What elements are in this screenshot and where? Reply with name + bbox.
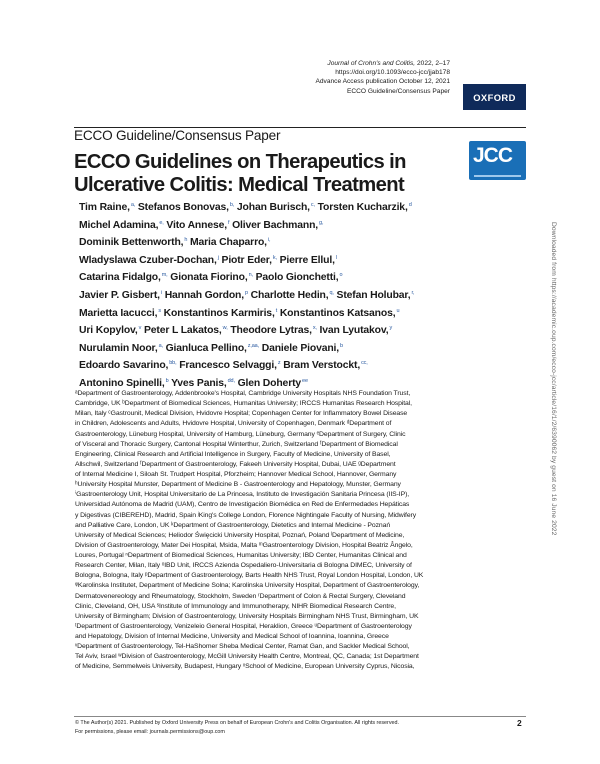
jcc-logo-stripe: [474, 175, 521, 177]
author-line: [79, 198, 469, 216]
affiliation-line: Bologna, Bologna, Italy ᵖDepartment of Gastroenterology, Barts Health NHS Trust, Royal London Hospital, London, UK: [75, 572, 424, 580]
affiliation-line: ⁱGastroenterology Unit, Hospital Universitario de La Princesa, Instituto de Investigación Sanitaria Princesa (IIS-IP),: [75, 491, 410, 499]
author-name[interactable]: Francesco Selvaggi,: [176, 360, 277, 372]
affiliation-line: Milan, Italy ᶜGastrounit, Medical Division, Hvidovre Hospital; Copenhagen Center for Inflammatory Bowel Disease: [75, 410, 408, 418]
author-affiliation-marker[interactable]: cc,: [361, 360, 368, 367]
author-name[interactable]: Gianluca Pellino,: [162, 342, 247, 354]
author-name[interactable]: Marietta Iacucci,: [79, 307, 158, 319]
affiliation-line: of Visceral and Thoracic Surgery, Cantonal Hospital Winterthur, Zurich, Switzerland ᶠDepartment of Biomedical: [75, 440, 398, 448]
section-label: ECCO Guideline/Consensus Paper: [74, 128, 281, 143]
author-name[interactable]: Nurulamin Noor,: [79, 342, 158, 354]
author-name[interactable]: Theodore Lytras,: [227, 325, 312, 337]
affiliation-line: Gastroenterology, Lüneburg Hospital, University of Hamburg, Lüneburg, Germany ᵉDepartment of Surgery, Clinic: [75, 430, 406, 438]
author-name[interactable]: Edoardo Savarino,: [79, 360, 169, 372]
author-name[interactable]: Hannah Gordon,: [161, 289, 244, 301]
author-affiliation-marker[interactable]: h: [184, 237, 188, 244]
author-affiliation-marker[interactable]: bb,: [169, 360, 177, 367]
download-watermark: Downloaded from https://academic.oup.com/ecco-jcc/article/16/1/2/6390062 by guest on 16 June 2022: [550, 222, 557, 536]
author-affiliation-marker[interactable]: j: [217, 254, 219, 261]
author-line: [79, 216, 469, 234]
article-title: ECCO Guidelines on Therapeutics in Ulcerative Colitis: Medical Treatment: [74, 151, 406, 196]
author-name[interactable]: Torsten Kucharzik,: [314, 202, 408, 213]
author-line: [79, 268, 469, 286]
author-affiliation-marker[interactable]: f: [227, 219, 230, 226]
author-name[interactable]: Johan Burisch,: [234, 202, 310, 213]
affiliation-line: and Palliative Care, London, UK ᵏDepartment of Gastroenterology, Dietetics and Internal Medicine - Poznań: [75, 521, 391, 529]
author-line: [79, 286, 469, 304]
author-affiliation-marker[interactable]: z: [277, 360, 281, 367]
journal-info: [210, 59, 450, 96]
author-line: [79, 339, 469, 357]
author-name[interactable]: Yves Panis,: [168, 377, 227, 389]
author-affiliation-marker[interactable]: m,: [161, 272, 168, 279]
affiliation-line: of Medicine, Semmelweis University, Budapest, Hungary ˣSchool of Medicine, European University Cyprus, Nicosia,: [75, 663, 415, 671]
footer-notice: [75, 719, 475, 736]
author-affiliation-marker[interactable]: e,: [159, 219, 164, 226]
author-affiliation-marker[interactable]: t: [275, 307, 278, 314]
affiliation-line: and Hepatology, Division of Internal Medicine, University and Medical School of Ioannina, Ioannina, Greece: [75, 633, 389, 640]
affiliation-line: University of Birmingham; Division of Gastroenterology, University Hospitals Birmingham NHS Trust, Birmingham, UK: [75, 612, 419, 620]
author-affiliation-marker[interactable]: w,: [222, 325, 228, 332]
author-name[interactable]: Paolo Gionchetti,: [252, 272, 339, 284]
author-name[interactable]: Vito Annese,: [163, 219, 227, 231]
author-affiliation-marker[interactable]: s: [158, 307, 161, 314]
affiliation-line: Dermatovenereology and Rheumatology, Stockholm, Sweden ʳDepartment of Colon & Rectal Surgery, Cleveland: [75, 592, 406, 600]
affiliations: [75, 389, 527, 673]
author-name[interactable]: Konstantinos Karmiris,: [160, 307, 275, 319]
author-name[interactable]: Antonino Spinelli,: [79, 377, 165, 389]
permissions-notice: For permissions, please email: journals.permissions@oup.com: [75, 728, 225, 735]
author-name[interactable]: Pierre Ellul,: [276, 254, 335, 266]
author-affiliation-marker[interactable]: v: [138, 325, 142, 332]
affiliation-line: Research Center, Milan, Italy ᵒIBD Unit, IRCCS Azienda Ospedaliero-Universitaria di Bologna DIMEC, University of: [75, 562, 412, 570]
author-affiliation-marker[interactable]: i: [160, 289, 162, 296]
author-line: [79, 233, 469, 251]
affiliation-line: ʰUniversity Hospital Munster, Department of Medicine B - Gastroenterology and Hepatology, Munster, Germany: [75, 481, 401, 489]
author-affiliation-marker[interactable]: b,: [229, 202, 235, 208]
author-name[interactable]: Bram Verstockt,: [280, 360, 361, 372]
affiliation-line: ᵃDepartment of Gastroenterology, Addenbrooke's Hospital, Cambridge University Hospitals NHS Foundation Trust,: [75, 390, 411, 397]
author-name[interactable]: Glen Doherty: [234, 377, 302, 389]
author-line: [79, 356, 469, 374]
author-affiliation-marker[interactable]: dd,: [227, 377, 235, 384]
author-name[interactable]: Piotr Eder,: [218, 254, 272, 266]
affiliation-line: Engineering, Clinical Research and Artificial Intelligence in Surgery, Faculty of Medicine, University of Basel,: [75, 450, 391, 458]
author-name[interactable]: Daniele Piovani,: [258, 342, 340, 354]
author-affiliation-marker[interactable]: b: [340, 342, 343, 349]
author-name[interactable]: Dominik Bettenworth,: [79, 237, 184, 249]
author-affiliation-marker[interactable]: ee: [302, 377, 308, 384]
author-affiliation-marker[interactable]: p: [244, 289, 248, 296]
affiliation-line: Universidad Autónoma de Madrid (UAM), Centro de Investigación Biomédica en Red de Enfermedades Hepáticas: [75, 501, 410, 509]
author-affiliation-marker[interactable]: z,aa,: [247, 342, 259, 349]
author-affiliation-marker[interactable]: a,: [130, 202, 136, 208]
author-name[interactable]: Maria Chaparro,: [187, 237, 267, 249]
affiliation-line: Tel Aviv, Israel ʷDivision of Gastroenterology, McGill University Health Centre, Montreal, QC, Canada; 1st Department: [75, 653, 419, 661]
affiliation-line: Loures, Portugal ⁿDepartment of Biomedical Sciences, Humanitas University; IBD Center, Humanitas Clinical and: [75, 552, 407, 559]
affiliation-line: University of Medical Sciences; Heliodor Święcicki University Hospital, Poznań, Poland ˡDepartment of Medicine,: [75, 531, 405, 539]
footer-divider: [74, 716, 526, 717]
journal-name: Journal of Crohn's and Colitis,: [327, 60, 416, 67]
doi-link[interactable]: https://doi.org/10.1093/ecco-jcc/jjab178: [335, 69, 450, 77]
author-affiliation-marker[interactable]: k,: [272, 254, 277, 261]
affiliation-line: of Internal Medicine I, Siloah St. Trudpert Hospital, Pforzheim; Hannover Medical School, Hannover, Germany: [75, 471, 397, 478]
author-name[interactable]: Stefan Holubar,: [333, 289, 411, 301]
author-name[interactable]: Oliver Bachmann,: [229, 219, 319, 231]
author-name[interactable]: Catarina Fidalgo,: [79, 272, 161, 284]
author-name[interactable]: Peter L Lakatos,: [141, 325, 222, 337]
advance-access-note: Advance Access publication October 12, 2021: [315, 78, 450, 86]
author-affiliation-marker[interactable]: u: [396, 307, 400, 314]
author-line: [79, 251, 469, 269]
affiliation-line: Clinic, Cleveland, OH, USA ˢInstitute of Immunology and Immunotherapy, NIHR Biomedical Research Centre,: [75, 602, 396, 610]
author-line: [79, 321, 469, 339]
author-affiliation-marker[interactable]: y: [389, 325, 393, 332]
article-type: ECCO Guideline/Consensus Paper: [347, 87, 450, 95]
affiliation-line: Allschwil, Switzerland ᶠDepartment of Gastroenterology, Fakeeh University Hospital, Dubai, UAE ᵍDepartment: [75, 460, 396, 468]
author-affiliation-marker[interactable]: o: [339, 272, 343, 279]
author-name[interactable]: Javier P. Gisbert,: [79, 289, 160, 301]
affiliation-line: y Digestivas (CIBEREHD), Madrid, Spain ʲKing's College London, Florence Nightingale Faculty of Nursing, Midwifery: [75, 511, 417, 519]
author-name[interactable]: Uri Kopylov,: [79, 325, 138, 337]
oxford-logo: OXFORD: [463, 84, 526, 110]
affiliation-line: ᵛDepartment of Gastroenterology, Tel-HaShomer Sheba Medical Center, Ramat Gan, and Sackler Medical School,: [75, 643, 410, 651]
author-affiliation-marker[interactable]: d: [408, 202, 412, 208]
author-name[interactable]: Stefanos Bonovas,: [135, 202, 229, 213]
author-line: [79, 304, 469, 322]
jcc-logo: [469, 141, 526, 180]
author-name[interactable]: Ivan Lyutakov,: [316, 325, 389, 337]
author-affiliation-marker[interactable]: l: [335, 254, 337, 261]
copyright-notice: © The Author(s) 2021. Published by Oxford University Press on behalf of European Crohn's and Colitis Organisation. All rights reserved.: [75, 720, 400, 726]
author-affiliation-marker[interactable]: b: [165, 377, 169, 384]
author-affiliation-marker[interactable]: i,: [267, 237, 271, 244]
journal-year-pages: 2022, 2–17: [415, 60, 450, 67]
affiliation-line: in Children, Adolescents and Adults, Hvidovre Hospital, University of Copenhagen, Denmark ᵈDepartment of: [75, 420, 392, 428]
author-list: [79, 198, 469, 392]
author-affiliation-marker[interactable]: n,: [248, 272, 253, 279]
page-number: 2: [517, 718, 522, 728]
author-name[interactable]: Wladyslawa Czuber-Dochan,: [79, 254, 217, 266]
author-name[interactable]: Tim Raine,: [79, 202, 130, 213]
affiliation-line: Cambridge, UK ᵇDepartment of Biomedical Sciences, Humanitas University; IRCCS Humanitas Research Hospital,: [75, 400, 412, 408]
author-affiliation-marker[interactable]: x,: [312, 325, 317, 332]
author-affiliation-marker[interactable]: q,: [329, 289, 334, 296]
author-name[interactable]: Charlotte Hedin,: [247, 289, 329, 301]
author-name[interactable]: Michel Adamina,: [79, 219, 159, 231]
author-name[interactable]: Konstantinos Katsanos,: [277, 307, 396, 319]
author-name[interactable]: Gionata Fiorino,: [167, 272, 248, 284]
author-affiliation-marker[interactable]: a,: [158, 342, 163, 349]
author-affiliation-marker[interactable]: g,: [319, 219, 324, 226]
affiliation-line: ᵠKarolinska Institutet, Department of Medicine Solna; Karolinska University Hospital, Department of Gastroenterology,: [75, 582, 420, 590]
jcc-logo-text: JCC: [473, 144, 513, 167]
author-affiliation-marker[interactable]: r,: [411, 289, 415, 296]
affiliation-line: Division of Gastroenterology, Mater Dei Hospital, Msida, Malta ᵐGastroenterology Division, Hospital Beatriz Ângelo,: [75, 541, 413, 549]
affiliation-line: ᵗDepartment of Gastroenterology, Venizeleio General Hospital, Heraklion, Greece ᵘDepartment of Gastroenterology: [75, 622, 412, 630]
author-affiliation-marker[interactable]: c,: [310, 202, 315, 208]
